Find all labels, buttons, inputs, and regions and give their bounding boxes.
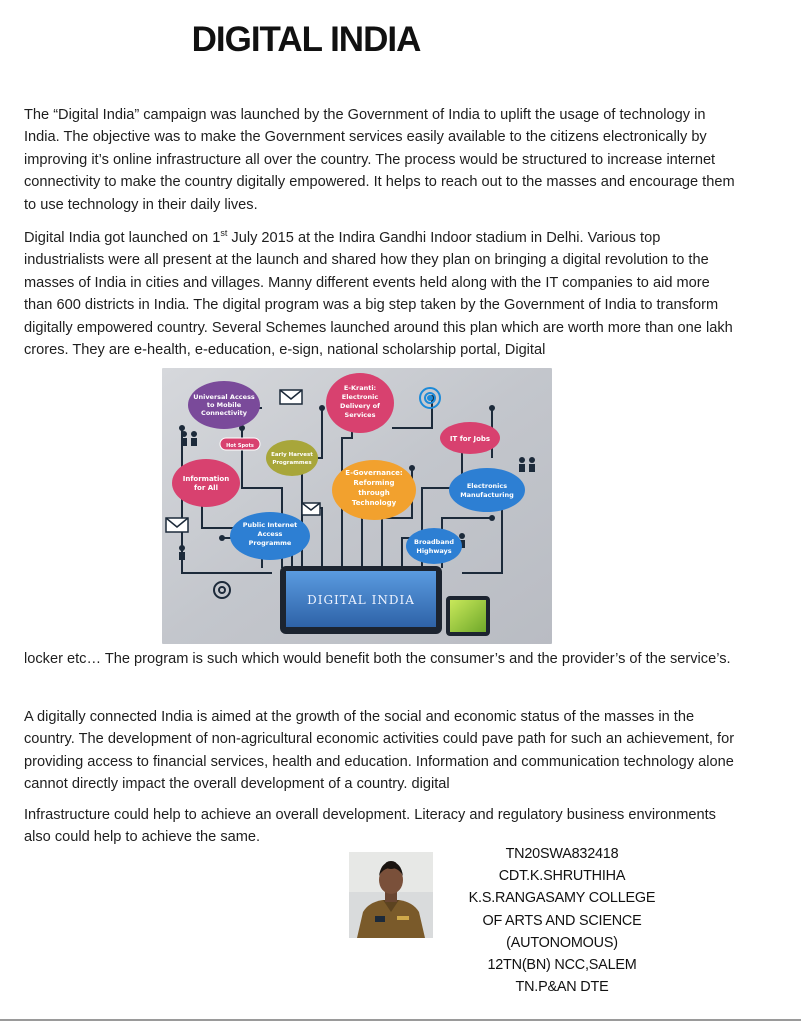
digital-india-infographic: [162, 368, 552, 644]
svg-text:for All: for All: [194, 484, 218, 492]
svg-text:Electronics: Electronics: [466, 482, 508, 490]
monitor-icon: [280, 566, 442, 634]
svg-text:Electronic: Electronic: [341, 393, 379, 401]
node-universal-access: [188, 381, 260, 429]
svg-text:Programmes: Programmes: [272, 460, 312, 466]
paragraph-benefit: locker etc… The program is such which would benefit both the consumer’s and the provider’s of the service’s.: [24, 651, 731, 667]
paragraph-intro: The “Digital India” campaign was launched by the Government of India to uplift the usage of technology in India. The objective was to make the Government services easily available to the citizens electronically by improving it’s online infrastructure all over the country. The process would be structured to increase internet connectivity to make the country digitally empowered. It helps to reach out to the masses and encourage them to use technology in their daily lives.: [24, 107, 735, 213]
svg-text:Delivery of: Delivery of: [340, 402, 380, 410]
signature-line-college-2: OF ARTS AND SCIENCE: [482, 912, 642, 929]
node-broadband-highways: [406, 528, 462, 564]
paragraph-launch-start: Digital India got launched on 1: [24, 230, 221, 246]
node-e-governance: [332, 460, 416, 520]
svg-text:Public Internet: Public Internet: [242, 521, 298, 529]
paragraph-launch-rest: July 2015 at the Indira Gandhi Indoor stadium in Delhi. Various top industrialists were all present at the launch and shared how they plan on bringing a digital revolution to the masses of India in cities and villages. Manny different events held along with the IT companies to aid more than 600 districts in India. The digital program was a big step taken by the Government of India to transform digitally empowered country. Several Schemes launched around this plan which are worth more than one lakh crores. They are e-health, e-education, e-sign, national scholarship portal, Digital: [24, 230, 733, 359]
signature-line-autonomous: (AUTONOMOUS): [506, 934, 618, 951]
paragraph-launch: [24, 227, 740, 361]
node-electronics-manufacturing: [449, 468, 525, 512]
svg-text:Connectivity: Connectivity: [201, 409, 247, 417]
node-pill-button: [220, 438, 260, 450]
svg-text:E-Kranti:: E-Kranti:: [343, 384, 377, 392]
svg-text:E-Governance:: E-Governance:: [345, 469, 403, 477]
svg-text:Access: Access: [257, 530, 283, 538]
svg-text:Information: Information: [182, 475, 230, 483]
svg-text:Technology: Technology: [351, 499, 397, 507]
paragraph-growth: A digitally connected India is aimed at the growth of the social and economic status of the masses in the country. The development of non-agricultural economic activities could pave path for such an achievement, for providing access to financial services, health and education. Information and communication technology alone cannot directly impact the overall development of a country. digital: [24, 709, 735, 793]
signature-block: [452, 843, 672, 998]
tablet-icon: [446, 596, 490, 636]
signature-line-college: K.S.RANGASAMY COLLEGE: [468, 890, 656, 907]
signature-line-id: TN20SWA832418: [505, 846, 619, 862]
svg-text:Universal Access: Universal Access: [193, 393, 255, 401]
svg-text:Reforming: Reforming: [353, 479, 395, 487]
footer-divider: [0, 1019, 801, 1021]
svg-text:Services: Services: [344, 411, 376, 419]
page-title: DIGITAL INDIA: [191, 20, 421, 59]
svg-text:Manufacturing: Manufacturing: [460, 491, 514, 499]
signature-line-unit: 12TN(BN) NCC,SALEM: [487, 957, 637, 974]
node-information-for-all: [172, 459, 240, 507]
svg-text:to Mobile: to Mobile: [206, 401, 242, 409]
monitor-screen-text: DIGITAL INDIA: [307, 593, 415, 607]
node-early-harvest: [266, 440, 318, 476]
node-public-internet: [230, 512, 310, 560]
svg-text:Early Harvest: Early Harvest: [271, 452, 313, 458]
node-it-for-jobs: [440, 422, 500, 454]
svg-text:IT for Jobs: IT for Jobs: [449, 435, 491, 443]
svg-text:Hot Spots: Hot Spots: [226, 443, 254, 449]
svg-text:Programme: Programme: [248, 539, 292, 547]
svg-text:Broadband: Broadband: [414, 538, 454, 546]
node-e-kranti: [326, 373, 394, 433]
signature-line-name: CDT.K.SHRUTHIHA: [498, 868, 626, 885]
paragraph-infrastructure: Infrastructure could help to achieve an overall development. Literacy and regulatory business environments also could help to achieve the same.: [24, 807, 716, 846]
svg-text:through: through: [358, 489, 390, 497]
cadet-photo: [349, 852, 433, 938]
signature-line-directorate: TN.P&AN DTE: [515, 979, 609, 996]
svg-text:Highways: Highways: [416, 547, 452, 555]
ordinal-suffix: st: [220, 228, 228, 239]
